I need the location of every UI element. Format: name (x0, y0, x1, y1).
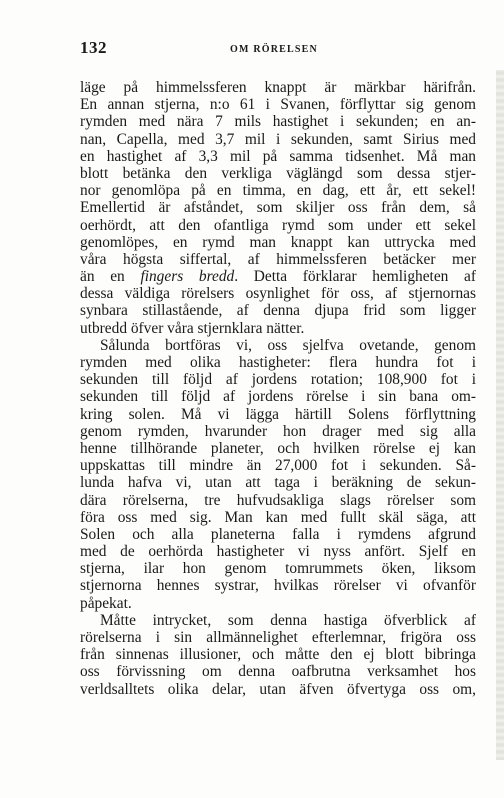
text-line: synbara stillastående, af denna djupa frid som ligger (80, 302, 476, 320)
text-line: verldsalltets olika delar, utan äfven öfvertyga oss om, (80, 680, 476, 698)
text-line: genom rymden, hvarunder hon drager med sig alla (80, 422, 476, 440)
body-text (80, 79, 476, 698)
text-line: läge på himmelssferen knappt är märkbar härifrån. (80, 79, 476, 96)
emphasis: fingers bredd (140, 268, 235, 286)
text-line: med de oerhörda hastigheter vi nyss anfört. Sjelf en (80, 543, 476, 561)
text-line: en hastighet af 3,3 mil på samma tidsenhet. Må man (80, 147, 476, 165)
text-line: genomlöpes, en rymd man knappt kan uttrycka med (80, 233, 476, 251)
text-line: dessa väldiga rörelsers osynlighet för oss, af stjernornas (80, 285, 476, 303)
running-head: OM RÖRELSEN (230, 44, 318, 55)
text-line: stjerna, ilar hon genom tomrummets öken, liksom (80, 560, 476, 578)
text-line: sekunden till följd af jordens rotation; 108,900 fot i (80, 371, 476, 389)
text-line: blott betänka den verkliga väglängd som dessa stjer- (80, 164, 476, 182)
text-line: dära rörelserna, tre hufvudsakliga slags rörelser som (80, 491, 476, 509)
page-edge (496, 70, 504, 760)
text-line: En annan stjerna, n:o 61 i Svanen, förflyttar sig genom (80, 96, 476, 114)
text-line: stjernorna hennes systrar, hvilkas rörelser vi ofvanför (80, 577, 476, 595)
text-line: Sålunda bortföras vi, oss sjelfva ovetande, genom (100, 336, 476, 354)
text-line: uppskattas till mindre än 27,000 fot i sekunden. Så- (80, 457, 476, 475)
text-line: nan, Capella, med 3,7 mil i sekunden, samt Sirius med (80, 130, 476, 148)
text-line: påpekat. (80, 594, 132, 612)
text-line: än en fingers bredd. Detta förklarar hemligheten af (80, 268, 477, 286)
text-line: våra högsta siffertal, af himmelssferen betäcker mer (80, 250, 476, 268)
text-line: Emellertid är afståndet, som skiljer oss från dem, så (80, 199, 476, 217)
text-line: oerhördt, att den ofantliga rymd som under ett sekel (80, 216, 476, 234)
text-line: rörelserna i sin allmännelighet efterlemnar, frigöra oss (80, 629, 476, 646)
text-line: Solen och alla planeterna falla i rymdens afgrund (80, 525, 476, 543)
text-line: sekunden till följd af jordens rörelse i sin bana om- (80, 388, 476, 406)
text-line: utbredd öfver våra stjernklara nätter. (80, 319, 305, 337)
text-line: henne tillhörande planeter, och hvilken rörelse ej kan (80, 439, 476, 457)
text-line: oss förvissning om denna oafbrutna verksamhet hos (80, 663, 476, 681)
text-line: lunda hafva vi, utan att taga i beräkning de sekun- (80, 474, 476, 492)
page-header (80, 38, 480, 62)
text-line: rymden med olika hastigheter: flera hundra fot i (80, 354, 476, 371)
text-line: föra oss med sig. Man kan med fullt skäl säga, att (80, 508, 476, 526)
text-line: från sinnenas illusioner, och måtte den ej blott bibringa (80, 646, 476, 664)
text-line: kring solen. Må vi lägga härtill Solens förflyttning (80, 405, 476, 423)
page-number: 132 (80, 38, 107, 57)
text-line: nor genomlöpa på en timma, en dag, ett år, ett sekel! (80, 182, 476, 200)
text-line: rymden med nära 7 mils hastighet i sekunden; en an- (80, 113, 476, 131)
text-line: Måtte intrycket, som denna hastiga öfverblick af (100, 611, 476, 629)
